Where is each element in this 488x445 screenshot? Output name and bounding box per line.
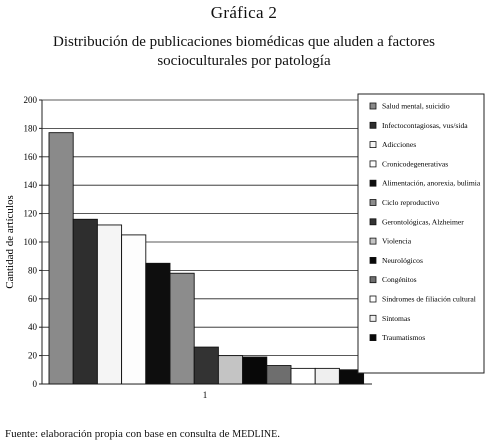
bar: [291, 368, 315, 384]
legend-label: Salud mental, suicidio: [382, 101, 450, 111]
bar: [170, 273, 194, 384]
legend-swatch: [370, 315, 376, 321]
bar: [49, 133, 73, 384]
legend-label: Adicciones: [382, 140, 417, 150]
y-tick-label: 60: [28, 293, 37, 304]
legend-label: Cronicodegenerativas: [382, 159, 449, 169]
x-tick-label: 1: [202, 390, 208, 400]
legend-label: Neurológicos: [382, 255, 423, 265]
y-tick-label: 160: [23, 151, 37, 162]
source-suffix: .: [277, 428, 281, 440]
legend-label: Traumatismos: [382, 333, 426, 343]
source-prefix: Fuente: elaboración propia con base en consulta de: [5, 428, 233, 440]
legend-swatch: [370, 335, 376, 341]
source-database: MEDLINE: [232, 429, 278, 440]
legend-swatch: [370, 161, 376, 167]
legend-swatch: [370, 103, 376, 109]
bar: [315, 368, 339, 384]
y-tick-label: 80: [28, 265, 37, 276]
y-tick-label: 200: [23, 95, 37, 105]
y-tick-label: 40: [28, 322, 37, 333]
bars: [49, 133, 364, 384]
legend-swatch: [370, 238, 376, 244]
bar: [73, 219, 97, 384]
legend-label: Síntomas: [382, 313, 411, 323]
legend: [358, 94, 484, 373]
legend-swatch: [370, 257, 376, 263]
bar: [97, 225, 121, 384]
y-tick-label: 20: [28, 350, 37, 361]
legend-label: Infectocontagiosas, vus/sida: [382, 120, 468, 130]
source-note: [5, 428, 280, 440]
bar: [218, 356, 242, 384]
legend-swatch: [370, 296, 376, 302]
y-tick-label: 100: [23, 237, 37, 247]
legend-box: [358, 94, 484, 373]
y-tick-label: 140: [23, 180, 37, 191]
legend-swatch: [370, 180, 376, 186]
legend-swatch: [370, 277, 376, 283]
bar: [146, 263, 170, 384]
legend-label: Gerontológicas, Alzheimer: [382, 217, 464, 227]
bar: [194, 347, 218, 384]
y-tick-label: 120: [23, 208, 37, 219]
legend-swatch: [370, 219, 376, 225]
bar: [243, 357, 267, 384]
chart-title: Gráfica 2: [210, 3, 278, 22]
legend-label: Alimentación, anorexia, bulimia: [382, 178, 481, 188]
legend-swatch: [370, 142, 376, 148]
legend-swatch: [370, 122, 376, 128]
y-tick-label: 180: [23, 123, 37, 134]
y-tick-label: 0: [32, 379, 37, 389]
chart-subtitle: Distribución de publicaciones biomédicas que aluden a factores socioculturales por patología: [53, 34, 435, 69]
legend-label: Ciclo reproductivo: [382, 198, 440, 207]
legend-label: Síndromes de filiación cultural: [382, 294, 476, 304]
legend-label: Congénitos: [382, 275, 417, 285]
y-axis-label: Cantidad de artículos: [4, 195, 16, 289]
bar: [267, 366, 291, 384]
legend-label: Violencia: [382, 236, 412, 246]
bar: [122, 235, 146, 384]
legend-swatch: [370, 200, 376, 206]
